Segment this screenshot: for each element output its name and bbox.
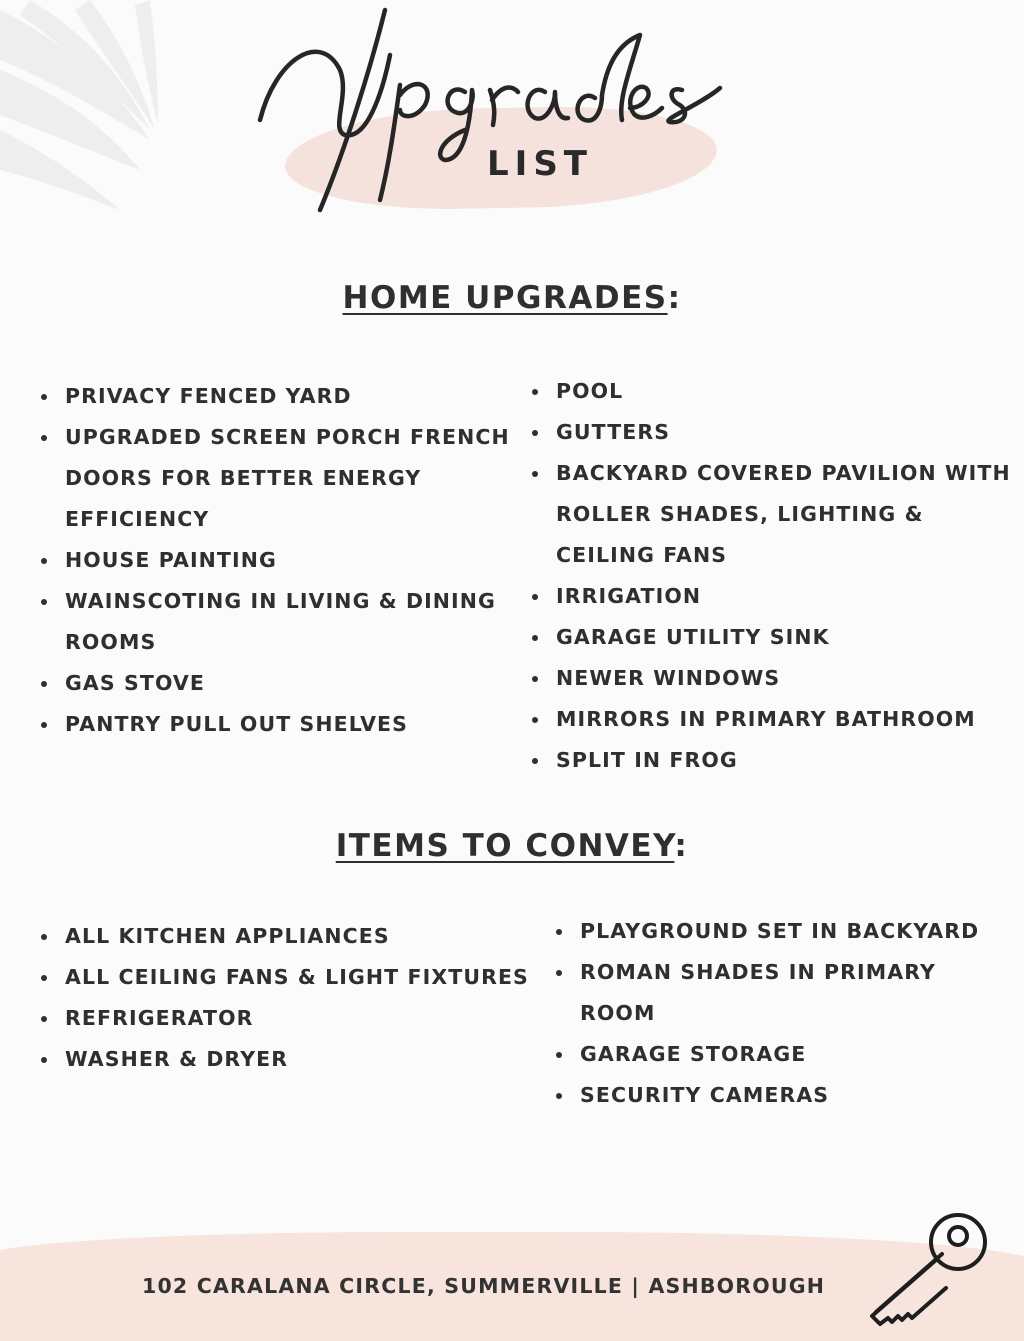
list-item (41, 1039, 531, 1080)
list-item-text: PRIVACY FENCED YARD (65, 384, 352, 408)
list-item (41, 998, 531, 1039)
script-title (250, 0, 730, 220)
bullet-icon (532, 471, 538, 477)
footer-address: 102 CARALANA CIRCLE, SUMMERVILLE | ASHBOROUGH (142, 1274, 826, 1298)
bullet-icon (556, 1052, 562, 1058)
list-item (41, 376, 511, 417)
bullet-icon (532, 389, 538, 395)
list-item-text: PANTRY PULL OUT SHELVES (65, 712, 409, 736)
list-item (532, 576, 1017, 617)
home-upgrades-left-list (41, 376, 511, 745)
list-item (556, 952, 996, 1034)
bullet-icon (41, 558, 47, 564)
list-item-text: MIRRORS IN PRIMARY BATHROOM (556, 707, 976, 731)
list-item-text: BACKYARD COVERED PAVILION WITH ROLLER SHADES, LIGHTING & CEILING FANS (556, 461, 1011, 567)
bullet-icon (532, 594, 538, 600)
list-item (556, 911, 996, 952)
bullet-icon (532, 635, 538, 641)
list-item-text: ROMAN SHADES IN PRIMARY ROOM (580, 960, 936, 1025)
list-item-text: IRRIGATION (556, 584, 702, 608)
list-item (532, 617, 1017, 658)
list-item (532, 699, 1017, 740)
bullet-icon (532, 676, 538, 682)
list-item (41, 581, 511, 663)
list-item (556, 1034, 996, 1075)
bullet-icon (41, 435, 47, 441)
bullet-icon (556, 1093, 562, 1099)
list-item (532, 740, 1017, 781)
title-subtitle-list: LIST (487, 144, 593, 184)
list-item (41, 957, 531, 998)
items-to-convey-heading-text: ITEMS TO CONVEY (335, 828, 675, 864)
list-item-text: GAS STOVE (65, 671, 205, 695)
items-to-convey-right-list (556, 911, 996, 1116)
list-item (532, 658, 1017, 699)
items-to-convey-heading (0, 828, 1024, 864)
bullet-icon (41, 681, 47, 687)
list-item (532, 412, 1017, 453)
list-item-text: GARAGE STORAGE (580, 1042, 807, 1066)
list-item (556, 1075, 996, 1116)
list-item (41, 663, 511, 704)
bullet-icon (41, 1057, 47, 1063)
bullet-icon (41, 934, 47, 940)
bullet-icon (532, 758, 538, 764)
home-upgrades-heading (0, 280, 1024, 316)
bullet-icon (532, 717, 538, 723)
home-upgrades-heading-text: HOME UPGRADES (342, 280, 668, 316)
list-item (41, 417, 511, 540)
list-item-text: PLAYGROUND SET IN BACKYARD (580, 919, 980, 943)
list-item-text: REFRIGERATOR (65, 1006, 254, 1030)
bullet-icon (41, 722, 47, 728)
list-item-text: GARAGE UTILITY SINK (556, 625, 830, 649)
list-item-text: UPGRADED SCREEN PORCH FRENCH DOORS FOR BETTER ENERGY EFFICIENCY (65, 425, 510, 531)
list-item (532, 371, 1017, 412)
bullet-icon (41, 975, 47, 981)
bullet-icon (41, 599, 47, 605)
list-item-text: WASHER & DRYER (65, 1047, 289, 1071)
bullet-icon (41, 1016, 47, 1022)
list-item (41, 916, 531, 957)
bullet-icon (532, 430, 538, 436)
list-item-text: SPLIT IN FROG (556, 748, 738, 772)
home-upgrades-right-list (532, 371, 1017, 781)
list-item-text: ALL CEILING FANS & LIGHT FIXTURES (65, 965, 529, 989)
list-item-text: GUTTERS (556, 420, 671, 444)
list-item (41, 704, 511, 745)
items-to-convey-heading-colon: : (674, 828, 689, 864)
bullet-icon (41, 394, 47, 400)
list-item-text: ALL KITCHEN APPLIANCES (65, 924, 390, 948)
list-item-text: WAINSCOTING IN LIVING & DINING ROOMS (65, 589, 496, 654)
key-icon (862, 1208, 990, 1332)
list-item-text: NEWER WINDOWS (556, 666, 781, 690)
list-item-text: HOUSE PAINTING (65, 548, 277, 572)
list-item (532, 453, 1017, 576)
list-item (41, 540, 511, 581)
bullet-icon (556, 929, 562, 935)
items-to-convey-left-list (41, 916, 531, 1080)
home-upgrades-heading-colon: : (667, 280, 682, 316)
list-item-text: SECURITY CAMERAS (580, 1083, 830, 1107)
list-item-text: POOL (556, 379, 624, 403)
bullet-icon (556, 970, 562, 976)
